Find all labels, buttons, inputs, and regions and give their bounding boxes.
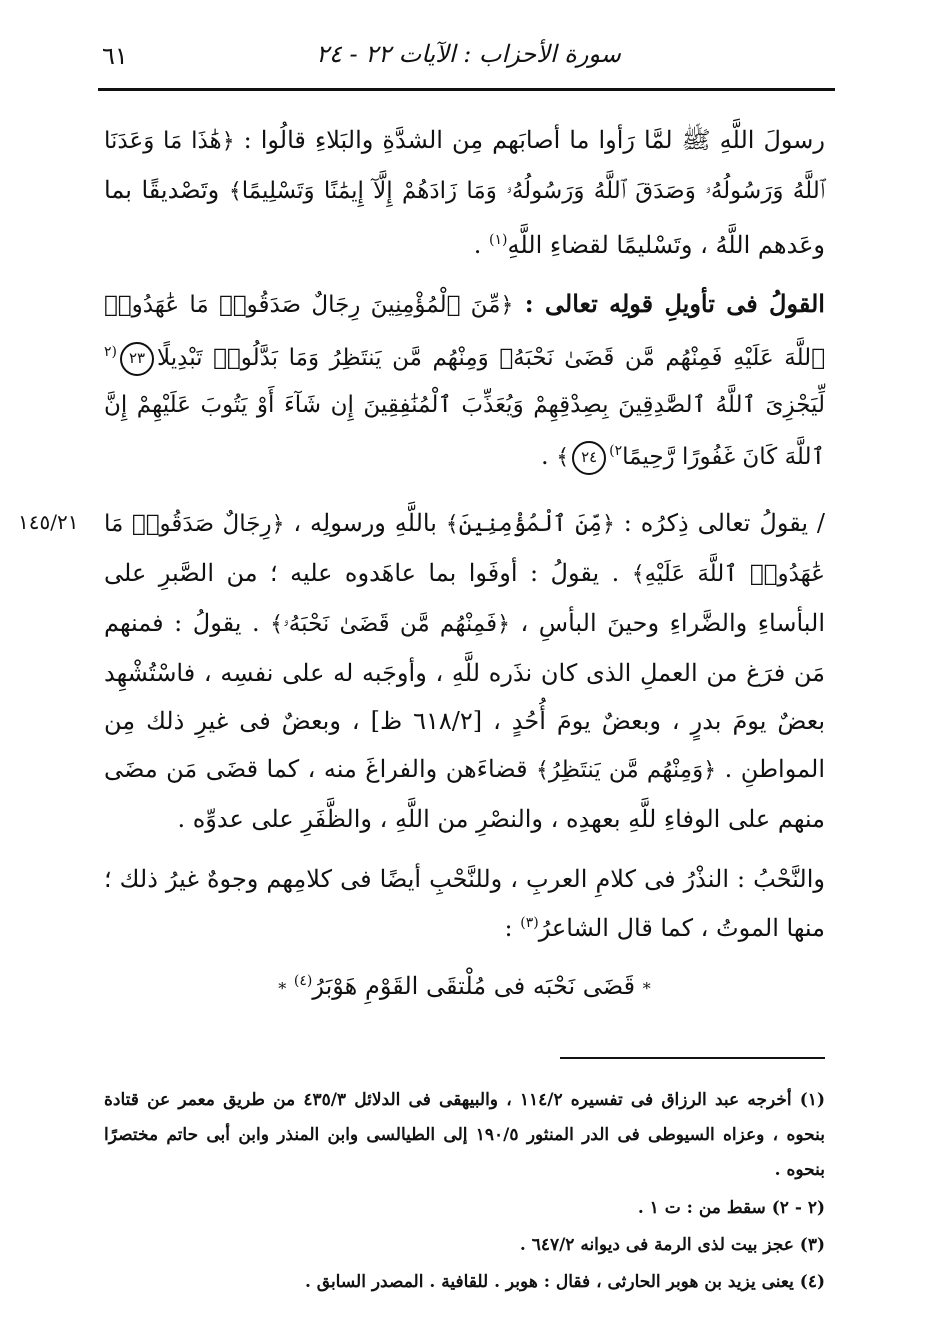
- footnote-separator: [560, 1057, 825, 1059]
- text-segment: وتَصْديقًا بما وعَدهم اللَّهُ ، وتَسْليمًا لقضاءِ اللَّهِ: [104, 176, 825, 259]
- quran-close-bracket: ﴾: [631, 562, 645, 587]
- quran-open-bracket: ﴿: [602, 512, 615, 537]
- quran-close-bracket: ﴾: [270, 612, 284, 637]
- quran-open-bracket: ﴿: [271, 512, 285, 537]
- text-segment: ، وبعضٌ فى غيرِ ذلك مِن المواطنِ .: [104, 707, 825, 783]
- quran-open-bracket: ﴿: [500, 293, 514, 318]
- verse-star-ornament: *: [642, 979, 651, 998]
- quran-close-bracket: ﴾: [445, 512, 459, 537]
- footnote-2: (٢ - ٢) سقط من : ت ١ .: [637, 1198, 825, 1218]
- paragraph-4: [104, 857, 825, 950]
- header-rule: [98, 88, 835, 91]
- footnote-ref-2-close: ٢): [609, 443, 623, 459]
- quran-close-bracket: ﴾: [556, 445, 570, 470]
- quran-quote: لِّيَجْزِىَ ٱللَّهُ ٱلصَّٰدِقِينَ بِصِدْقِهِمْ وَيُعَذِّبَ ٱلْمُنَٰفِقِينَ إِن شَآءَ أَوْ يَتُوبَ عَلَيْهِمْ إِنَّ ٱللَّهَ كَانَ غَفُورًا رَّحِيمًا: [104, 392, 825, 470]
- text-segment: :: [504, 914, 521, 942]
- paragraph-1: [104, 116, 825, 269]
- text-segment: . يقولُ : أوفَوا بما عاهَدوه عليه ؛ من الصَّبرِ على البأساءِ والضَّراءِ وحينَ البأسِ ،: [104, 559, 825, 637]
- ayah-number-marker: ٢٤: [572, 441, 606, 475]
- text-segment: .: [473, 231, 489, 259]
- poetry-verse: [104, 972, 825, 1000]
- paragraph-3: [104, 499, 825, 843]
- footnote-1: (١) أخرجه عبد الرزاق فى تفسيره ١١٤/٢ ، والبيهقى فى الدلائل ٤٣٥/٣ من طريق معمر عن قتادة بنحوه ، وعزاه السيوطى فى الدر المنثور ١٩٠/٥ إلى الطيالسى وابن المنذر وابن أبى حاتم مختصرًا بنحوه .: [104, 1090, 825, 1180]
- running-head: سورة الأحزاب : الآيات ٢٢ - ٢٤: [316, 40, 621, 68]
- footnote-ref-3: (٣): [520, 915, 539, 931]
- footnotes: [104, 1083, 825, 1303]
- quran-quote: وَمِنْهُم مَّن يَنتَظِرُ: [548, 757, 704, 783]
- text-segment: .: [541, 442, 557, 470]
- text-segment: . يقولُ : فمنهم مَن فرَغ من العملِ الذى كان نذَره للَّهِ ، وأوجَبه له على نفسِه ، فاسْتُشْهِد بعضٌ يومَ بدرٍ ، وبعضٌ يومَ أُحُدٍ ،: [104, 609, 825, 735]
- margin-reference: ١٤٥/٢١: [18, 510, 79, 534]
- quran-quote: مِّنَ ٱلْمُؤْمِنِينَ: [458, 511, 603, 537]
- footnote-3: (٣) عجز بيت لذى الرمة فى ديوانه ٦٤٧/٢ .: [519, 1235, 825, 1255]
- manuscript-reference: [٦١٨/٢ ظ]: [370, 707, 483, 735]
- section-heading: القولُ فى تأويلِ قولِه تعالى :: [513, 289, 825, 318]
- footnote-ref-1: (١): [489, 232, 508, 248]
- quran-close-bracket: ﴾: [536, 758, 549, 783]
- text-segment: قضاءَهن والفراغَ منه ، كما قضَى مَن مضَى منهم على الوفاءِ للَّهِ بعهدِه ، والنصْرِ من اللَّهِ ، والظَّفَرِ على عدوِّه .: [104, 755, 825, 833]
- page-header: [102, 40, 835, 88]
- quran-close-bracket: ﴾: [228, 179, 242, 204]
- ayah-number-marker: ٢٣: [120, 342, 154, 376]
- verse-text: قَضَى نَحْبَه فى مُلْتقَى القَوْمِ هَوْبَرُ: [312, 972, 636, 1000]
- quran-open-bracket: ﴿: [221, 129, 235, 154]
- paragraph-2: [104, 281, 825, 481]
- quran-open-bracket: ﴿: [703, 758, 717, 783]
- quran-quote: فَمِنْهُم مَّن قَضَىٰ نَحْبَهُۥ: [283, 611, 498, 637]
- quran-open-bracket: ﴿: [497, 612, 510, 637]
- page-number: ٦١: [102, 42, 128, 70]
- footnote-4: (٤) يعنى يزيد بن هوبر الحارثى ، فقال : هوبر . للقافية . المصدر السابق .: [304, 1272, 825, 1292]
- quran-quote: مِّنَ ٱلْمُؤْمِنِينَ رِجَالٌ صَدَقُوا۟ مَا عَٰهَدُوا۟ ٱللَّهَ عَلَيْهِ فَمِنْهُم مَّن قَضَىٰ نَحْبَهُۥ وَمِنْهُم مَّن يَنتَظِرُ وَمَا بَدَّلُوا۟ تَبْدِيلًا: [104, 292, 825, 371]
- quran-quote: هَٰذَا مَا وَعَدَنَا ٱللَّهُ وَرَسُولُهُۥ وَصَدَقَ ٱللَّهُ وَرَسُولُهُۥ وَمَا زَادَهُمْ إِلَّآ إِيمَٰنًا وَتَسْلِيمًا: [104, 128, 826, 204]
- footnote-ref-4: (٤): [293, 973, 313, 989]
- text-segment: رسولَ اللَّهِ ﷺ لمَّا رَأوا ما أصابَهم مِن الشدَّةِ والبَلاءِ قالُوا :: [234, 126, 826, 154]
- text-segment: / يقولُ تعالى ذِكرُه :: [614, 509, 826, 537]
- text-segment: والنَّحْبُ : النذْرُ فى كلامِ العربِ ، وللنَّحْبِ أيضًا فى كلامِهم وجوهٌ غيرُ ذلك ؛ منها الموتُ ، كما قال الشاعرُ: [104, 865, 825, 942]
- verse-star-ornament: *: [278, 979, 287, 998]
- quran-quote: رِجَالٌ صَدَقُوا۟ مَا عَٰهَدُوا۟ ٱللَّهَ عَلَيْهِ: [104, 511, 825, 587]
- text-segment: باللَّهِ ورسولِه ،: [284, 509, 446, 537]
- main-text: [104, 116, 825, 1000]
- footnote-ref-2-open: (٢: [104, 344, 117, 360]
